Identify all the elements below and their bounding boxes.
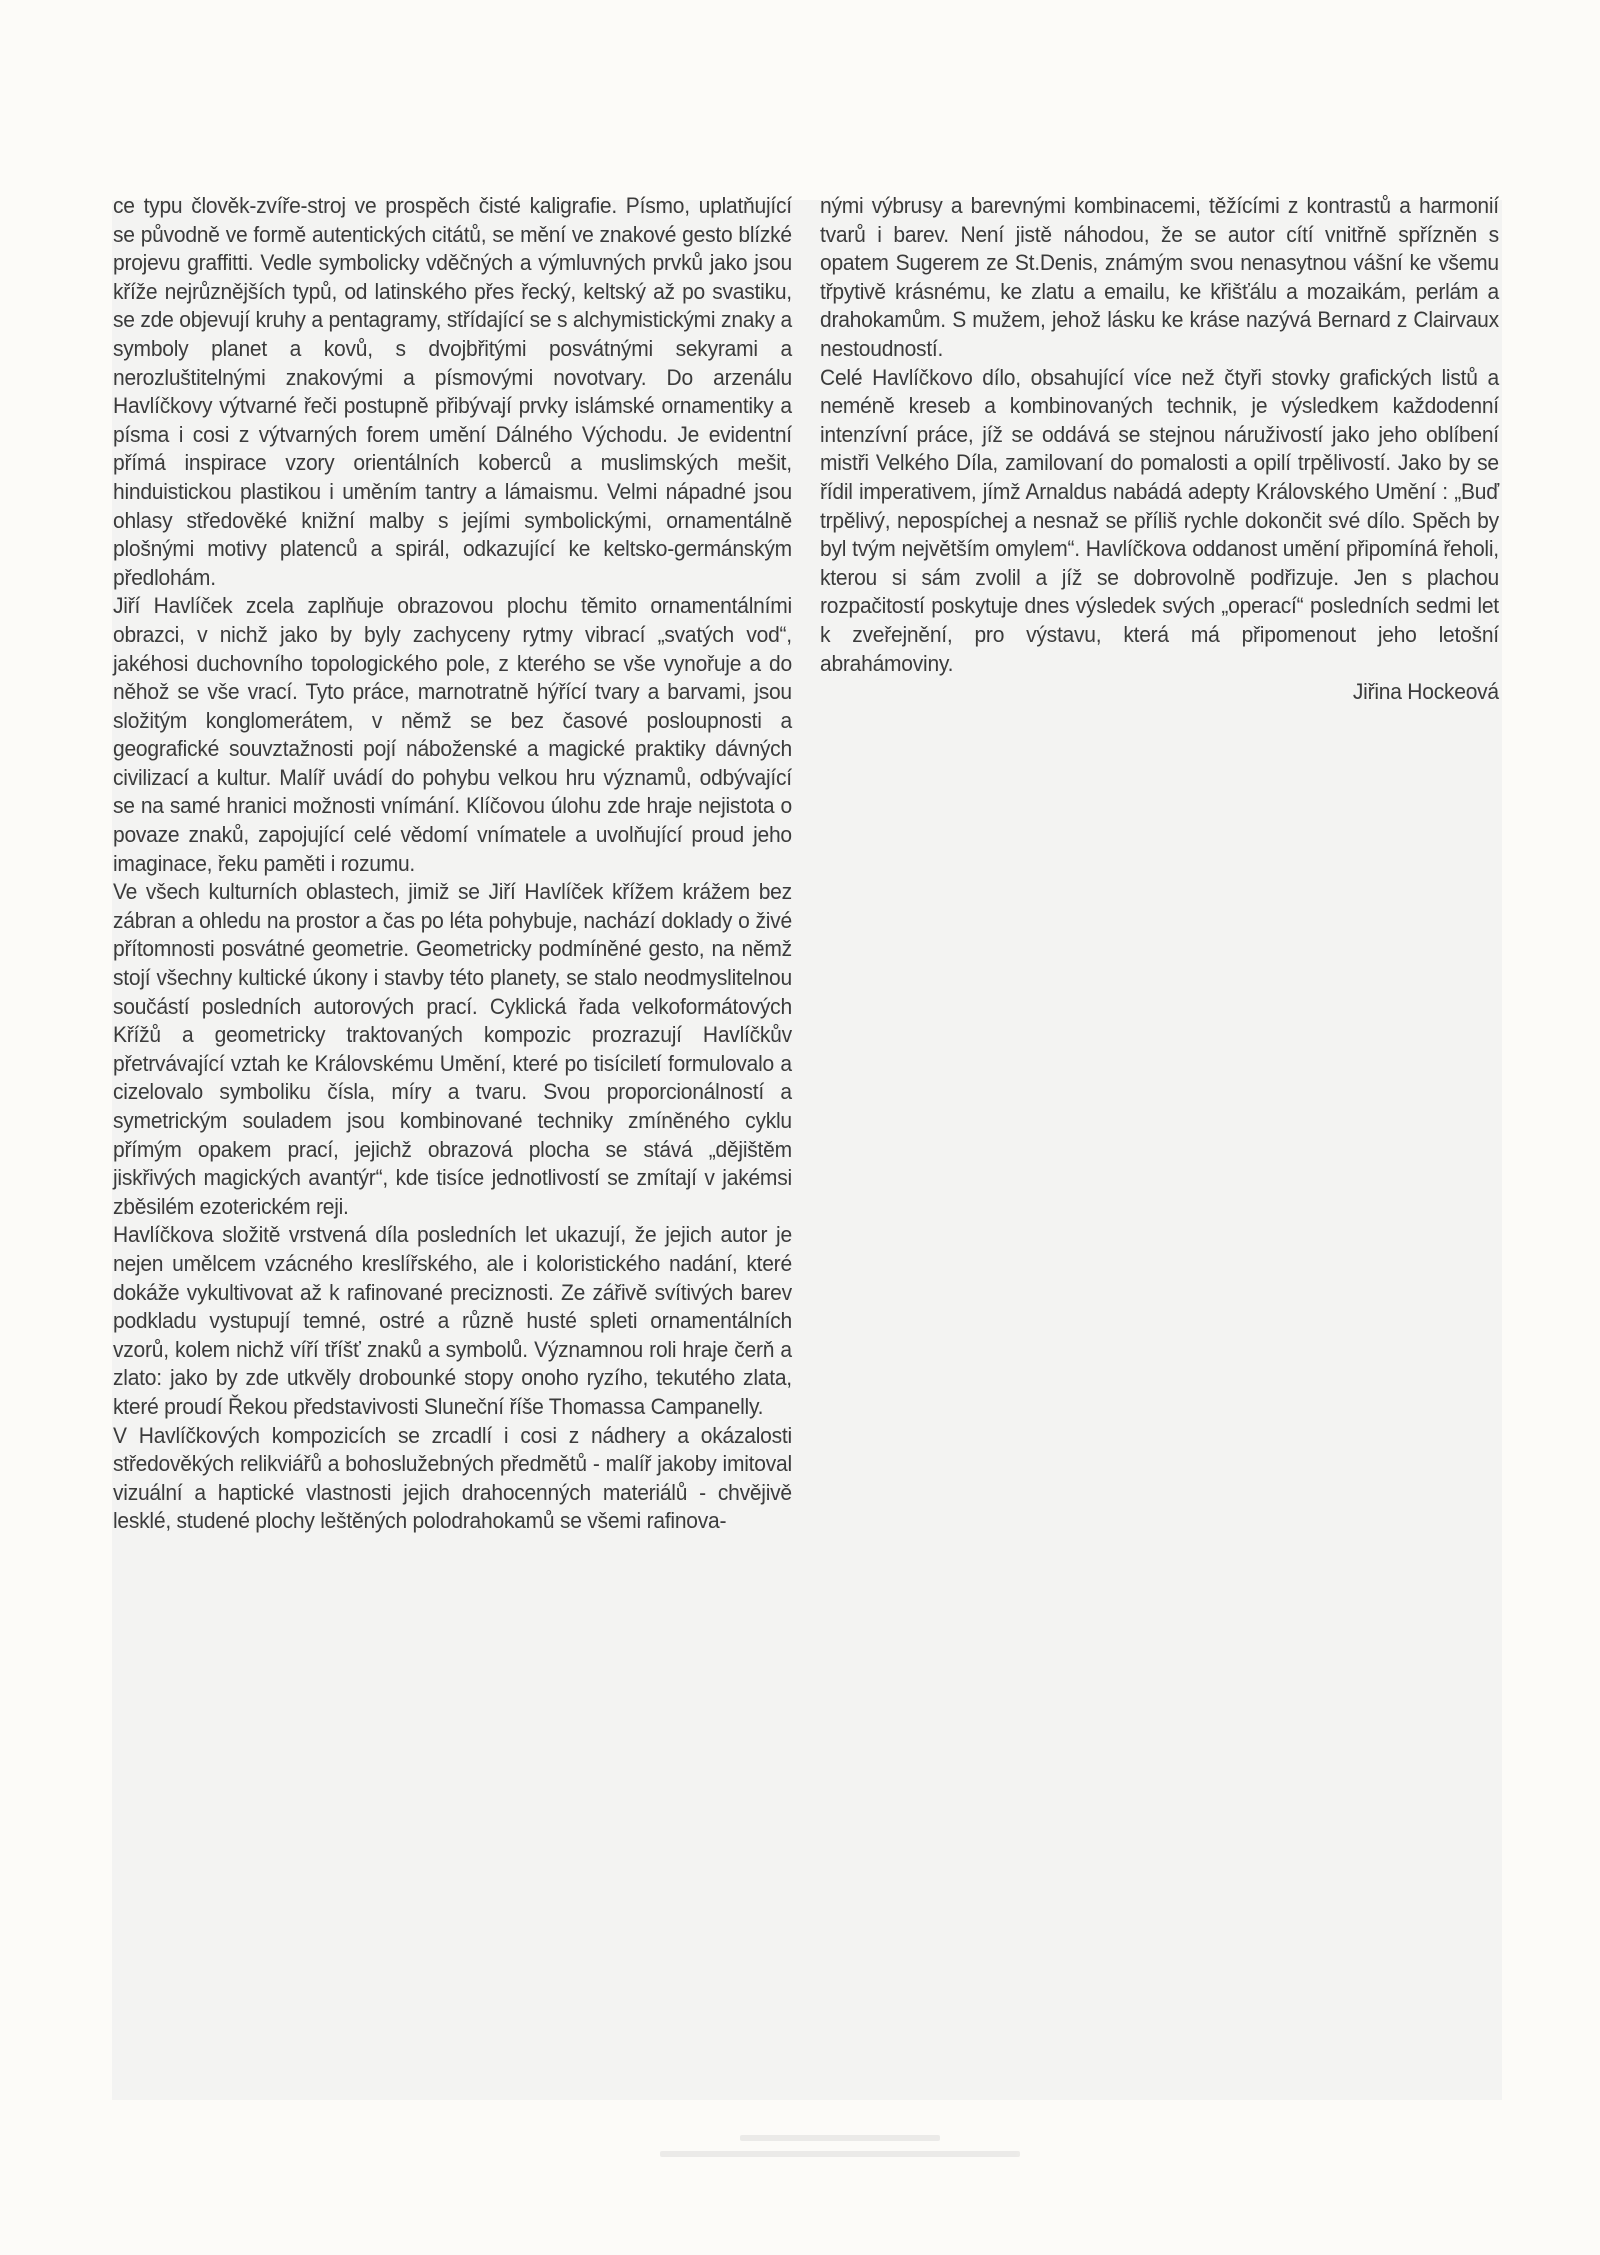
paragraph: nými výbrusy a barevnými kombinacemi, těžícími z kontrastů a harmonií tvarů i barev. Není jistě náhodou, že se autor cítí vnitřně spřízněn s opatem Sugerem ze St.Denis, známým svou nenasytnou vášní ke všemu třpytivě krásnému, ke zlatu a emailu, ke křišťálu a mozaikám, perlám a drahokamům. S mužem, jehož lásku ke kráse nazývá Bernard z Clairvaux nestoudností. [820,193,1499,361]
paragraph: Celé Havlíčkovo dílo, obsahující více než čtyři stovky grafických listů a neméně kreseb a kombinovaných technik, je výsledkem každodenní intenzívní práce, jíž se oddává se stejnou náruživostí jako jeho oblíbení mistři Velkého Díla, zamilovaní do pomalosti a opilí trpělivostí. Jako by se řídil imperativem, jímž Arnaldus nabádá adepty Královského Umění : „Buď trpělivý, nepospíchej a nesnaž se příliš rychle dokončit své dílo. Spěch by byl tvým největším omylem“. Havlíčkova oddanost umění připomíná řeholi, kterou si sám zvolil a jíž se dobrovolně podřizuje. Jen s plachou rozpačitostí poskytuje dnes výsledek svých „operací“ posledních sedmi let k zveřejnění, pro výstavu, která má připomenout jeho letošní abrahámoviny. [820,364,1499,676]
article-column-right [820,192,1499,707]
paragraph: Ve všech kulturních oblastech, jimiž se Jiří Havlíček křížem krážem bez zábran a ohledu na prostor a čas po léta pohybuje, nachází doklady o živé přítomnosti posvátné geometrie. Geometricky podmíněné gesto, na němž stojí všechny kultické úkony i stavby této planety, se stalo neodmyslitelnou součástí posledních autorových prací. Cyklická řada velkoformátových Křížů a geometricky traktovaných kompozic prozrazují Havlíčkův přetrvávající vztah ke Královskému Umění, které po tisíciletí formulovalo a cizelovalo symboliku čísla, míry a tvaru. Svou proporcionálností a symetrickým souladem jsou kombinované techniky zmíněného cyklu přímým opakem prací, jejichž obrazová plocha se stává „dějištěm jiskřivých magických avantýr“, kde tisíce jednotlivostí se zmítají v jakémsi zběsilém ezoterickém reji. [113,879,792,1219]
article-column-left [113,192,792,1536]
author-signature: Jiřina Hockeová [1352,679,1499,705]
paragraph: Jiří Havlíček zcela zaplňuje obrazovou plochu těmito ornamentálními obrazci, v nichž jako by byly zachyceny rytmy vibrací „svatých vod“, jakéhosi duchovního topologického pole, z kterého se vše vynořuje a do něhož se vše vrací. Tyto práce, marnotratně hýřící tvary a barvami, jsou složitým konglomerátem, v němž se bez časové posloupnosti a geografické souvztažnosti pojí náboženské a magické praktiky dávných civilizací a kultur. Malíř uvádí do pohybu velkou hru významů, odbývající se na samé hranici možnosti vnímání. Klíčovou úlohu zde hraje nejistota o povaze znaků, zapojující celé vědomí vnímatele a uvolňující proud jeho imaginace, řeku paměti i rozumu. [113,593,792,876]
paragraph: ce typu člověk-zvíře-stroj ve prospěch čisté kaligrafie. Písmo, uplatňující se původně ve formě autentických citátů, se mění ve znakové gesto blízké projevu graffitti. Vedle symbolicky vděčných a výmluvných prvků jako jsou kříže nejrůznějších typů, od latinského přes řecký, keltský až po svastiku, se zde objevují kruhy a pentagramy, střídající se s alchymistickými znaky a symboly planet a kovů, s dvojbřitými posvátnými sekyrami a nerozluštitelnými znakovými a písmovými novotvary. Do arzenálu Havlíčkovy výtvarné řeči postupně přibývají prvky islámské ornamentiky a písma i cosi z výtvarných forem umění Dálného Východu. Je evidentní přímá inspirace vzory orientálních koberců a muslimských mešit, hinduistickou plastikou i uměním tantry a lámaismu. Velmi nápadné jsou ohlasy středověké knižní malby s jejími symbolickými, ornamentálně plošnými motivy platenců a spirál, odkazující ke keltsko-germánským předlohám. [113,193,792,590]
reverse-side-show-through [700,2135,960,2175]
paragraph: Havlíčkova složitě vrstvená díla posledních let ukazují, že jejich autor je nejen umělcem vzácného kreslířského, ale i koloristického nadání, které dokáže vykultivovat až k rafinované preciznosti. Ze zářivě svítivých barev podkladu vystupují temné, ostré a různě husté spleti ornamentálních vzorů, kolem nichž víří tříšť znaků a symbolů. Významnou roli hraje čerň a zlato: jako by zde utkvěly drobounké stopy onoho ryzího, tekutého zlata, které proudí Řekou představivosti Sluneční říše Thomassa Campanelly. [113,1222,792,1419]
paragraph: V Havlíčkových kompozicích se zrcadlí i cosi z nádhery a okázalosti středověkých relikviářů a bohoslužebných předmětů - malíř jakoby imitoval vizuální a haptické vlastnosti jejich drahocenných materiálů - chvějivě lesklé, studené plochy leštěných polodrahokamů se všemi rafinova- [113,1422,792,1534]
